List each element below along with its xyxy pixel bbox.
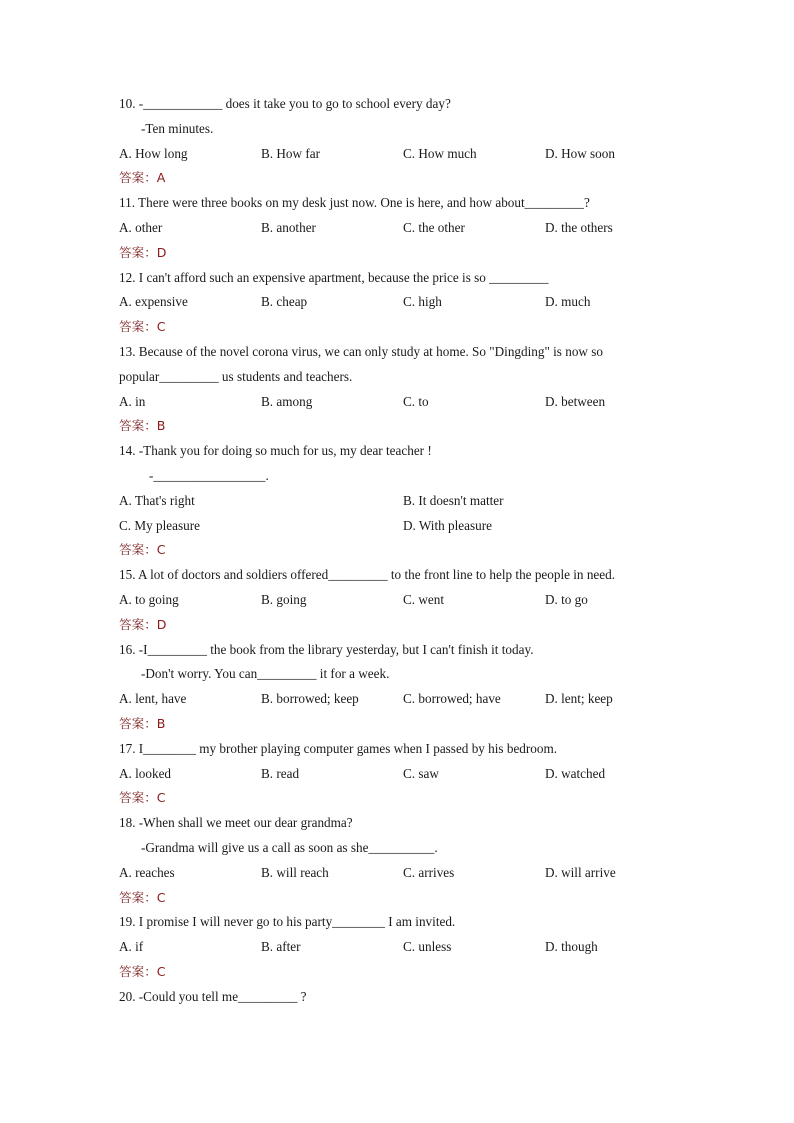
options-row [119,489,679,514]
answer-line [119,241,679,266]
option-b: B. after [261,939,301,955]
option-b: B. How far [261,145,320,161]
question-stem: 15. A lot of doctors and soldiers offered_________ to the front line to help the people in need. [119,567,616,583]
option-a: A. looked [119,765,172,781]
option-a: A. reaches [119,864,175,880]
question-15 [119,563,679,637]
answer-value: A [156,170,166,186]
question-stem: 18. -When shall we meet our dear grandma? [119,815,353,831]
options-row [119,762,679,787]
option-d: D. lent; keep [545,691,613,707]
answer-value: D [156,616,167,632]
option-d: D. will arrive [545,864,616,880]
answer-label: 答案： [119,889,157,905]
worksheet-page [119,92,679,1009]
answer-label: 答案： [119,715,157,731]
question-dialogue-line: -_________________. [149,467,269,483]
option-a: A. to going [119,591,179,607]
answer-line [119,712,679,737]
question-stem: 10. -____________ does it take you to go to school every day? [119,96,451,111]
question-13 [119,340,679,439]
option-b: B. going [261,591,307,607]
options-row [119,290,679,315]
option-b: B. among [261,393,313,409]
option-a: A. lent, have [119,691,187,707]
answer-value: C [156,319,166,335]
question-dialogue-line: -Ten minutes. [141,120,214,136]
option-a: A. other [119,219,163,235]
option-d: D. watched [545,765,606,781]
options-row [119,216,679,241]
question-stem: 13. Because of the novel corona virus, we can only study at home. So "Dingding" is now so [119,343,603,359]
question-stem: 12. I can't afford such an expensive apartment, because the price is so _________ [119,269,549,285]
options-row [119,861,679,886]
question-11 [119,191,679,265]
answer-line [119,786,679,811]
answer-label: 答案： [119,319,157,335]
question-16 [119,638,679,737]
option-a: A. expensive [119,294,188,310]
question-19 [119,910,679,984]
question-stem-continued: popular_________ us students and teachers. [119,368,353,384]
answer-value: B [156,418,166,434]
option-c: C. high [403,294,442,310]
option-a: A. if [119,939,144,955]
question-stem: 17. I________ my brother playing computer games when I passed by his bedroom. [119,740,558,756]
question-stem: 20. -Could you tell me_________ ? [119,988,307,1004]
answer-line [119,886,679,911]
option-c: C. to [403,393,429,409]
options-row [119,142,679,167]
option-c: C. borrowed; have [403,691,501,707]
question-12 [119,266,679,340]
question-14 [119,439,679,563]
answer-value: B [156,715,166,731]
option-b: B. read [261,765,300,781]
option-d: D. With pleasure [403,517,492,533]
question-dialogue-line: -Grandma will give us a call as soon as she__________. [141,839,438,855]
option-d: D. to go [545,591,588,607]
question-10 [119,92,679,191]
options-row [119,935,679,960]
options-row [119,588,679,613]
question-17 [119,737,679,811]
answer-label: 答案： [119,170,157,186]
question-stem: 11. There were three books on my desk just now. One is here, and how about_________? [119,195,590,211]
answer-label: 答案： [119,542,157,558]
option-b: B. will reach [261,864,329,880]
question-18 [119,811,679,910]
question-stem: 16. -I_________ the book from the library yesterday, but I can't finish it today. [119,641,534,657]
question-stem: 14. -Thank you for doing so much for us, my dear teacher ! [119,443,432,459]
option-a: A. That's right [119,492,195,508]
answer-value: C [156,790,166,806]
options-row [119,687,679,712]
answer-line [119,166,679,191]
answer-label: 答案： [119,244,157,260]
option-c: C. saw [403,765,439,781]
option-b: B. borrowed; keep [261,691,359,707]
option-c: C. arrives [403,864,455,880]
option-c: C. unless [403,939,452,955]
answer-line [119,538,679,563]
option-b: B. cheap [261,294,308,310]
answer-value: C [156,542,166,558]
question-20 [119,985,679,1010]
option-d: D. much [545,294,591,310]
options-row [119,390,679,415]
options-row [119,514,679,539]
answer-value: D [156,244,167,260]
option-d: D. between [545,393,606,409]
option-c: C. How much [403,145,477,161]
option-d: D. though [545,939,598,955]
question-dialogue-line: -Don't worry. You can_________ it for a week. [141,666,390,682]
answer-value: C [156,963,166,979]
option-c: C. My pleasure [119,517,200,533]
answer-line [119,613,679,638]
answer-label: 答案： [119,418,157,434]
option-b: B. It doesn't matter [403,492,504,508]
option-a: A. How long [119,145,188,161]
option-b: B. another [261,219,316,235]
option-d: D. the others [545,219,613,235]
question-stem: 19. I promise I will never go to his party________ I am invited. [119,914,456,930]
option-c: C. the other [403,219,465,235]
option-a: A. in [119,393,146,409]
option-d: D. How soon [545,145,615,161]
answer-label: 答案： [119,790,157,806]
answer-value: C [156,889,166,905]
answer-label: 答案： [119,616,157,632]
answer-line [119,414,679,439]
answer-line [119,315,679,340]
answer-line [119,960,679,985]
option-c: C. went [403,591,445,607]
answer-label: 答案： [119,963,157,979]
